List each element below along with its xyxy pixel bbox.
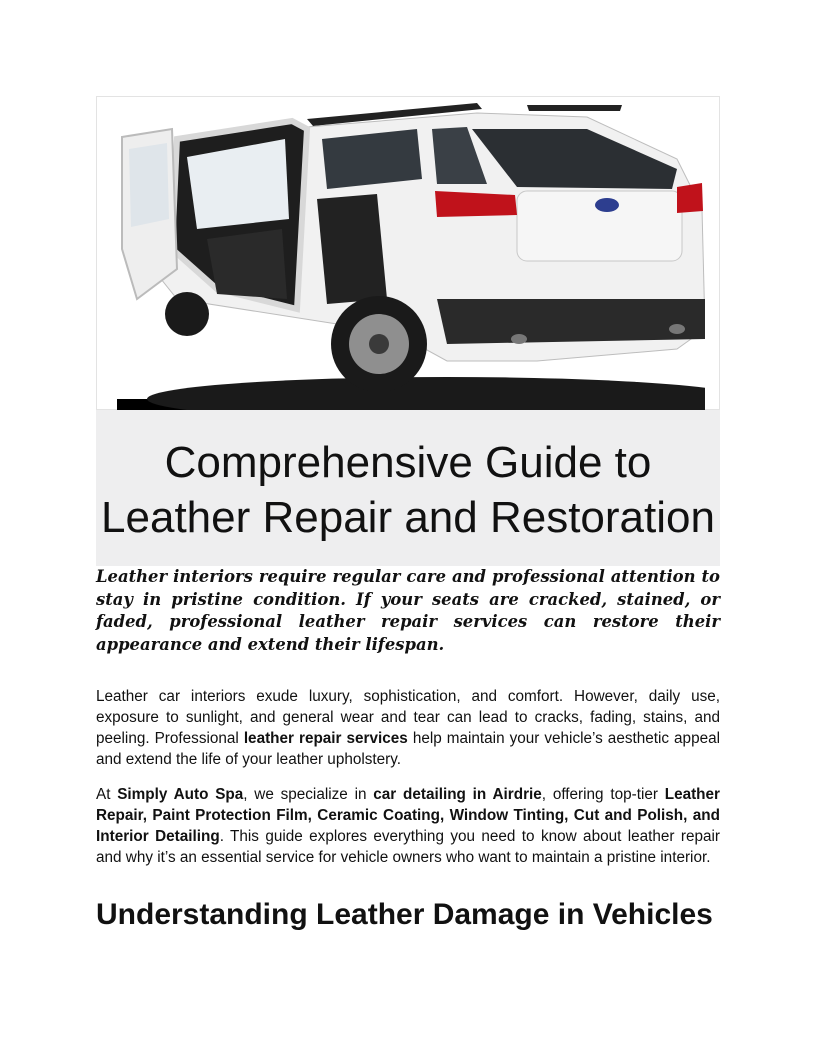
intro-summary: Leather interiors require regular care and professional attention to stay in pristine condition. If your seats are cracked, stained, or faded, professional leather repair services can restore their appearance and extend their lifespan.	[96, 567, 720, 654]
paragraph-text: , we specialize in	[243, 786, 374, 803]
bold-car-detailing-airdrie: car detailing in Airdrie	[373, 786, 542, 803]
paragraph-text: Leather car interiors exude luxury, sophistication, and comfort. However, daily use, exposure to sunlight, and general wear and tear can lead to cracks, fading, stains, and peeling. Professional	[96, 688, 720, 747]
hero-car-photo	[117, 99, 705, 411]
bold-services-list: Leather Repair, Paint Protection Film, Ceramic Coating, Window Tinting, Cut and Polish, and Interior Detailing	[96, 786, 720, 845]
paragraph-text: help maintain your vehicle’s aesthetic appeal and extend the life of your leather upholstery.	[96, 730, 720, 768]
section-heading: Understanding Leather Damage in Vehicles	[96, 898, 713, 931]
paragraph-text: At	[96, 786, 118, 803]
paragraph-leather-interiors	[96, 686, 720, 770]
suv-illustration	[117, 99, 705, 411]
paragraph-simply-auto-spa	[96, 784, 720, 868]
page-title-line-2: Leather Repair and Restoration	[101, 493, 715, 542]
bold-leather-repair-services: leather repair services	[243, 730, 408, 747]
paragraph-text: . This guide explores everything you need to know about leather repair and why it’s an essential service for vehicle owners who want to maintain a pristine interior.	[96, 828, 720, 866]
page-title-line-1: Comprehensive Guide to	[164, 438, 652, 487]
title-banner	[96, 410, 720, 566]
hero-image-frame	[96, 96, 720, 410]
paragraph-text: , offering top-tier	[541, 786, 665, 803]
bold-business-name: Simply Auto Spa	[117, 786, 244, 803]
